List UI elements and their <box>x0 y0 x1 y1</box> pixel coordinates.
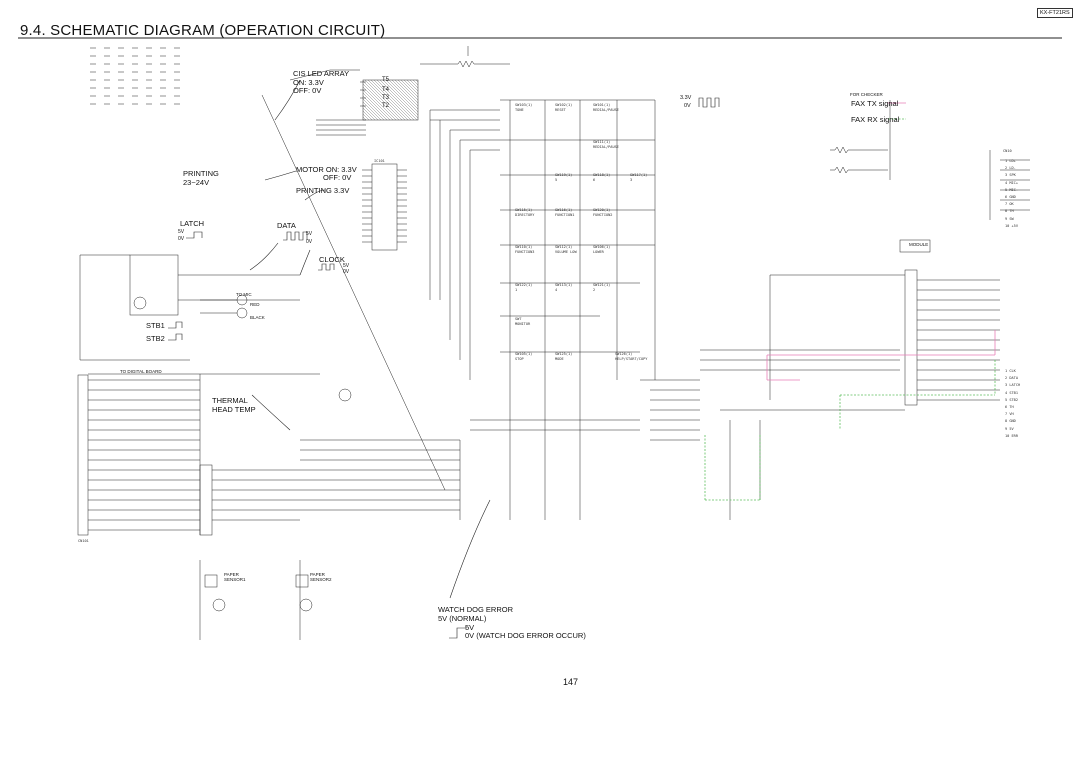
timing-t4: T4 <box>382 87 390 93</box>
key-switch-sw101: SW101(1) <box>593 103 611 107</box>
key-switch-label: STOP <box>515 357 524 361</box>
key-switch-label: RESET <box>555 108 566 112</box>
key-switch-sw103: SW103(1) <box>515 103 533 107</box>
head-connector-ref: CN101 <box>78 539 89 543</box>
key-switch-label: TONE <box>515 108 524 112</box>
key-switch-label: 2 <box>593 288 596 292</box>
black-wire-label: BLACK <box>250 315 265 320</box>
timing-t2: T2 <box>382 103 390 109</box>
connector-pin: 4 MIC+ <box>1005 180 1018 185</box>
to-mic-label: TO MIC <box>236 292 252 297</box>
clock-0v: 0V <box>343 269 350 275</box>
key-switch-sw111: SW111(1) <box>593 140 611 144</box>
printing-3v3-label: PRINTING 3.3V <box>296 186 350 195</box>
key-switch-label: 5 <box>555 178 558 182</box>
key-switch-label: 4 <box>555 288 558 292</box>
key-switch-label: FUNCTION3 <box>515 250 535 254</box>
fax-tx-legend: FAX TX signal <box>851 99 899 108</box>
key-switch-sw116: SW116(1) <box>555 208 573 212</box>
paper-sensor2-label: PAPER SENSOR2 <box>310 572 332 582</box>
key-switch-sw113: SW113(1) <box>555 283 573 287</box>
key-switch-sw112: SW112(1) <box>555 245 573 249</box>
data-0v: 0V <box>306 239 313 245</box>
data-5v: 5V <box>306 231 313 237</box>
latch-0v: 0V <box>178 236 185 242</box>
key-switch-sw119: SW119(1) <box>555 173 573 177</box>
data-label: DATA <box>277 221 296 230</box>
right-connector-ref: CN10 <box>1003 149 1012 153</box>
head-driver-block <box>130 255 178 315</box>
watchdog-normal: 5V (NORMAL) <box>438 614 487 623</box>
key-switch-label: REDIAL/PAUSE <box>593 145 619 149</box>
cis-led-array-label: CIS LED ARRAY <box>293 69 350 78</box>
key-switch-sw110: SW110(1) <box>515 245 533 249</box>
latch-5v: 5V <box>178 229 185 235</box>
main-ic-ref: IC101 <box>374 159 385 163</box>
clock-5v: 5V <box>343 263 350 269</box>
fax-rx-legend: FAX RX signal <box>851 115 900 124</box>
key-switch-sw126: SW126(1) <box>615 352 633 356</box>
key-switch-sw102: SW102(1) <box>555 103 573 107</box>
connector-pin: 9 5V <box>1005 426 1014 431</box>
watchdog-label: WATCH DOG ERROR <box>438 605 513 614</box>
connector-pin: 2 LD- <box>1005 166 1016 171</box>
connector-pin: 10 ERR <box>1005 433 1018 438</box>
key-switch-sw115: SW115(1) <box>515 208 533 212</box>
cis-on-voltage: ON: 3.3V <box>293 78 324 87</box>
connector-pin: 5 MIC- <box>1005 187 1018 192</box>
to-digital-board-label: TO DIGITAL BOARD <box>120 369 162 374</box>
key-switch-sw118: SW118(1) <box>593 173 611 177</box>
key-switch-label: FUNCTION2 <box>593 213 613 217</box>
wave-0v: 0V <box>684 103 691 109</box>
key-switch-label: VOLUME LOW <box>555 250 577 254</box>
timing-t3: T3 <box>382 95 390 101</box>
key-switch-label: HELP/START/COPY <box>615 357 648 361</box>
key-switch-label: REDIAL/PAUSE <box>593 108 619 112</box>
key-switch-sw122: SW122(1) <box>515 283 533 287</box>
motor-on-voltage: MOTOR ON: 3.3V <box>296 165 357 174</box>
key-switch-label: DIRECTORY <box>515 213 535 217</box>
key-switch-sw120: SW120(1) <box>593 208 611 212</box>
main-ic-outline <box>372 164 397 250</box>
key-switch-sw121: SW121(1) <box>593 283 611 287</box>
key-switch-label: LOWER <box>593 250 604 254</box>
timing-t5: T5 <box>382 77 390 83</box>
connector-pin: 7 OK <box>1005 202 1014 207</box>
connector-pin: 8 TH <box>1005 209 1014 214</box>
page-title: 9.4. SCHEMATIC DIAGRAM (OPERATION CIRCUIT) <box>20 22 386 39</box>
connector-pin: 3 LATCH <box>1005 383 1021 388</box>
key-switch-sw106: SW106(1) <box>593 245 611 249</box>
key-switch-sw125: SW125(1) <box>555 352 573 356</box>
key-switch-label: 3 <box>630 178 633 182</box>
key-switch-label: 6 <box>593 178 596 182</box>
connector-pin: 10 +5V <box>1005 223 1018 228</box>
latch-label: LATCH <box>180 219 205 228</box>
connector-pin: 8 GND <box>1005 419 1016 424</box>
connector-pin: 1 LD+ <box>1005 159 1016 163</box>
clock-label: CLOCK <box>319 255 345 264</box>
motor-off-voltage: OFF: 0V <box>323 173 352 182</box>
module-label: MODULE <box>909 242 929 247</box>
red-wire-label: RED <box>250 302 260 307</box>
key-switch-sw105: SW105(1) <box>515 352 533 356</box>
for-checker-label: FOR CHECKER <box>850 92 883 97</box>
stb1-label: STB1 <box>146 321 165 330</box>
key-matrix-lines <box>430 100 655 380</box>
connector-pin: 5 STB2 <box>1005 397 1018 402</box>
key-switch-label: MONITOR <box>515 322 531 326</box>
key-switch-label: MODE <box>555 357 564 361</box>
printing-label: PRINTING <box>183 169 219 178</box>
connector-pin: 2 DATA <box>1005 376 1018 381</box>
connector-pin: 7 VH <box>1005 412 1014 417</box>
watchdog-occur: 0V (WATCH DOG ERROR OCCUR) <box>465 631 586 640</box>
cis-off-voltage: OFF: 0V <box>293 86 322 95</box>
key-switch-label: 1 <box>515 288 518 292</box>
page-number: 147 <box>563 677 579 687</box>
watchdog-5v: 5V <box>465 623 475 632</box>
key-switch-sw117: SW117(1) <box>630 173 648 177</box>
right-connector-outline <box>905 270 917 405</box>
connector-pin: 6 GND <box>1005 195 1016 199</box>
connector-pin: 3 SPK <box>1005 173 1016 178</box>
key-switch-label: FUNCTION1 <box>555 213 575 217</box>
head-temp-label: HEAD TEMP <box>212 405 256 414</box>
connector-pin: 1 CLK <box>1005 369 1016 373</box>
wave-3v3: 3.3V <box>680 95 692 101</box>
connector-pin: 4 STB1 <box>1005 390 1018 395</box>
stb2-label: STB2 <box>146 334 165 343</box>
thermal-label: THERMAL <box>212 396 248 405</box>
printing-voltage: 23~24V <box>183 178 210 187</box>
top-left-symbol-grid <box>90 48 180 104</box>
connector-pin: 6 TH <box>1005 405 1014 409</box>
key-switch-sw7: SW7 <box>515 317 522 321</box>
connector-pin: 9 SW <box>1005 216 1014 221</box>
paper-sensor1-label: PAPER SENSOR1 <box>224 572 246 582</box>
model-number-badge: KX-FT21RS <box>1037 8 1073 18</box>
